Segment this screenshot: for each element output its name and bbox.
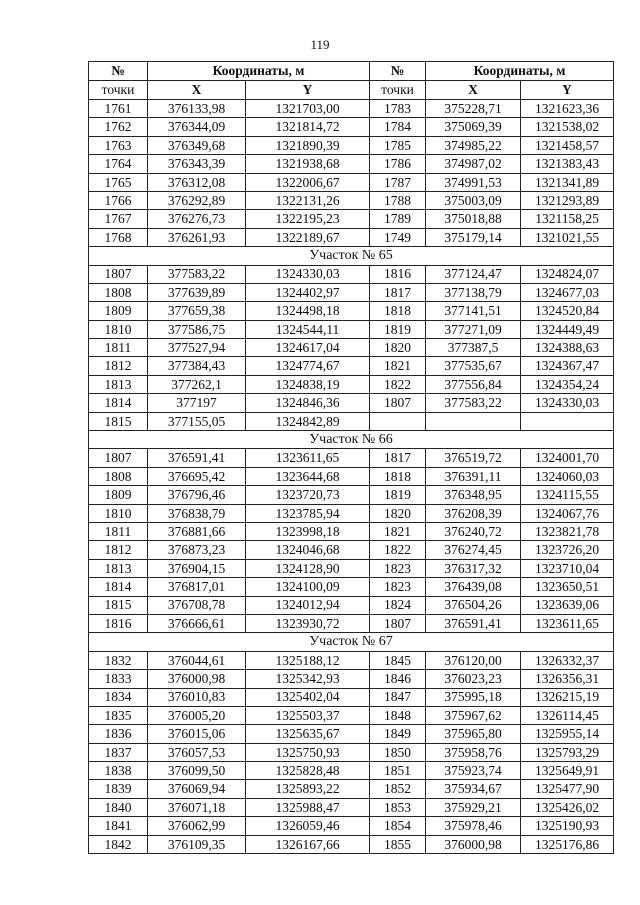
table-cell: 1763 bbox=[89, 136, 148, 154]
table-cell: 1761 bbox=[89, 100, 148, 118]
table-cell: 376591,41 bbox=[426, 614, 521, 632]
table-cell: 376708,78 bbox=[148, 596, 246, 614]
table-cell: 1841 bbox=[89, 817, 148, 835]
table-row bbox=[89, 706, 614, 724]
table-cell: 376261,93 bbox=[148, 228, 246, 246]
table-cell: 1325402,04 bbox=[246, 688, 370, 706]
table-cell: 1834 bbox=[89, 688, 148, 706]
table-cell: 376015,06 bbox=[148, 725, 246, 743]
table-cell: 1321383,43 bbox=[521, 155, 614, 173]
table-cell: 1324617,04 bbox=[246, 339, 370, 357]
table-cell: 1326059,46 bbox=[246, 817, 370, 835]
table-cell: 377262,1 bbox=[148, 375, 246, 393]
table-row bbox=[89, 449, 614, 467]
table-row bbox=[89, 100, 614, 118]
table-cell bbox=[426, 412, 521, 430]
table-cell: 1749 bbox=[370, 228, 426, 246]
section-header-row bbox=[89, 431, 614, 449]
table-cell: 376292,89 bbox=[148, 191, 246, 209]
table-cell: 377155,05 bbox=[148, 412, 246, 430]
table-cell: 1814 bbox=[89, 578, 148, 596]
table-cell: 1325190,93 bbox=[521, 817, 614, 835]
table-cell: 1325342,93 bbox=[246, 670, 370, 688]
table-row bbox=[89, 743, 614, 761]
table-cell: 375995,18 bbox=[426, 688, 521, 706]
table-cell: 374987,02 bbox=[426, 155, 521, 173]
table-cell: 1324128,90 bbox=[246, 559, 370, 577]
table-cell: 377583,22 bbox=[426, 394, 521, 412]
table-cell: 1768 bbox=[89, 228, 148, 246]
table-cell: 1324067,76 bbox=[521, 504, 614, 522]
table-cell: 1324498,18 bbox=[246, 302, 370, 320]
table-cell: 376071,18 bbox=[148, 798, 246, 816]
table-row bbox=[89, 265, 614, 283]
table-cell: 376817,01 bbox=[148, 578, 246, 596]
table-cell: 1326356,31 bbox=[521, 670, 614, 688]
table-row bbox=[89, 559, 614, 577]
table-cell: 1324388,63 bbox=[521, 339, 614, 357]
table-cell: 1321623,36 bbox=[521, 100, 614, 118]
table-cell: 376838,79 bbox=[148, 504, 246, 522]
table-cell: 377535,67 bbox=[426, 357, 521, 375]
table-cell: 1832 bbox=[89, 651, 148, 669]
table-body bbox=[89, 100, 614, 854]
table-row bbox=[89, 118, 614, 136]
table-cell: 377124,47 bbox=[426, 265, 521, 283]
table-cell: 376276,73 bbox=[148, 210, 246, 228]
table-cell: 1851 bbox=[370, 762, 426, 780]
table-row bbox=[89, 798, 614, 816]
table-cell: 375965,80 bbox=[426, 725, 521, 743]
table-cell: 1847 bbox=[370, 688, 426, 706]
table-cell: 375069,39 bbox=[426, 118, 521, 136]
table-cell: 1323611,65 bbox=[246, 449, 370, 467]
table-cell: 1820 bbox=[370, 504, 426, 522]
table-cell: 1819 bbox=[370, 486, 426, 504]
table-cell: 1326215,19 bbox=[521, 688, 614, 706]
table-cell: 1840 bbox=[89, 798, 148, 816]
table-cell: 376796,46 bbox=[148, 486, 246, 504]
table-cell: 375923,74 bbox=[426, 762, 521, 780]
table-cell: 1815 bbox=[89, 596, 148, 614]
table-cell: 1323720,73 bbox=[246, 486, 370, 504]
table-cell: 376349,68 bbox=[148, 136, 246, 154]
table-cell: 377639,89 bbox=[148, 283, 246, 301]
section-header-row bbox=[89, 633, 614, 651]
table-cell: 1808 bbox=[89, 283, 148, 301]
table-cell: 377586,75 bbox=[148, 320, 246, 338]
table-cell: 1323726,20 bbox=[521, 541, 614, 559]
table-cell: 1324677,03 bbox=[521, 283, 614, 301]
table-row bbox=[89, 670, 614, 688]
table-row bbox=[89, 155, 614, 173]
table-cell: 1764 bbox=[89, 155, 148, 173]
table-cell: 1837 bbox=[89, 743, 148, 761]
table-cell: 374991,53 bbox=[426, 173, 521, 191]
table-cell: 374985,22 bbox=[426, 136, 521, 154]
table-cell: 1321158,25 bbox=[521, 210, 614, 228]
table-cell: 1787 bbox=[370, 173, 426, 191]
table-cell: 1823 bbox=[370, 578, 426, 596]
table-cell: 1325750,93 bbox=[246, 743, 370, 761]
table-cell: 1854 bbox=[370, 817, 426, 835]
table-cell: 1811 bbox=[89, 339, 148, 357]
table-cell: 1767 bbox=[89, 210, 148, 228]
table-cell: 1326114,45 bbox=[521, 706, 614, 724]
table-cell: 376666,61 bbox=[148, 614, 246, 632]
table-cell: 1842 bbox=[89, 835, 148, 853]
table-cell: 376208,39 bbox=[426, 504, 521, 522]
table-cell: 376274,45 bbox=[426, 541, 521, 559]
section-title: Участок № 66 bbox=[89, 431, 614, 449]
table-cell: 1788 bbox=[370, 191, 426, 209]
table-cell: 1321293,89 bbox=[521, 191, 614, 209]
table-row bbox=[89, 596, 614, 614]
table-cell: 1323639,06 bbox=[521, 596, 614, 614]
header-x-left: X bbox=[148, 81, 246, 100]
table-cell: 376000,98 bbox=[426, 835, 521, 853]
header-point-number-right: № bbox=[370, 62, 426, 81]
table-cell: 1822 bbox=[370, 541, 426, 559]
table-cell: 377387,5 bbox=[426, 339, 521, 357]
table-cell: 377271,09 bbox=[426, 320, 521, 338]
table-row bbox=[89, 725, 614, 743]
table-cell: 1324544,11 bbox=[246, 320, 370, 338]
table-cell: 1323611,65 bbox=[521, 614, 614, 632]
header-point-number: № bbox=[89, 62, 148, 81]
header-y-left: Y bbox=[246, 81, 370, 100]
table-cell: 376057,53 bbox=[148, 743, 246, 761]
table-cell: 1850 bbox=[370, 743, 426, 761]
table-cell: 1325649,91 bbox=[521, 762, 614, 780]
table-cell: 1322189,67 bbox=[246, 228, 370, 246]
page-number: 119 bbox=[310, 37, 330, 52]
table-cell: 376391,11 bbox=[426, 467, 521, 485]
table-cell bbox=[521, 412, 614, 430]
table-cell: 1765 bbox=[89, 173, 148, 191]
table-cell: 1321938,68 bbox=[246, 155, 370, 173]
table-cell: 1812 bbox=[89, 357, 148, 375]
table-cell: 1784 bbox=[370, 118, 426, 136]
table-cell: 1836 bbox=[89, 725, 148, 743]
section-title: Участок № 67 bbox=[89, 633, 614, 651]
table-cell: 1823 bbox=[370, 559, 426, 577]
table-cell: 1835 bbox=[89, 706, 148, 724]
table-cell: 1808 bbox=[89, 467, 148, 485]
table-cell: 1821 bbox=[370, 522, 426, 540]
table-cell: 1321021,55 bbox=[521, 228, 614, 246]
table-cell: 377556,84 bbox=[426, 375, 521, 393]
table-cell: 375978,46 bbox=[426, 817, 521, 835]
table-cell: 375958,76 bbox=[426, 743, 521, 761]
table-row bbox=[89, 302, 614, 320]
table-cell: 1324012,94 bbox=[246, 596, 370, 614]
table-cell: 1324046,68 bbox=[246, 541, 370, 559]
table-cell: 376904,15 bbox=[148, 559, 246, 577]
table-cell: 1818 bbox=[370, 467, 426, 485]
table-cell: 1324824,07 bbox=[521, 265, 614, 283]
table-cell: 375003,09 bbox=[426, 191, 521, 209]
table-cell: 1323930,72 bbox=[246, 614, 370, 632]
table-cell: 1852 bbox=[370, 780, 426, 798]
table-cell: 1324060,03 bbox=[521, 467, 614, 485]
table-cell: 1819 bbox=[370, 320, 426, 338]
table-cell: 376695,42 bbox=[148, 467, 246, 485]
table-cell: 1839 bbox=[89, 780, 148, 798]
table-row bbox=[89, 504, 614, 522]
table-cell: 376023,23 bbox=[426, 670, 521, 688]
table-cell: 376317,32 bbox=[426, 559, 521, 577]
table-cell: 1817 bbox=[370, 449, 426, 467]
table-cell: 1853 bbox=[370, 798, 426, 816]
header-point-label-right: точки bbox=[370, 81, 426, 100]
table-cell: 1820 bbox=[370, 339, 426, 357]
table-cell: 1324354,24 bbox=[521, 375, 614, 393]
table-cell: 1848 bbox=[370, 706, 426, 724]
table-cell: 376062,99 bbox=[148, 817, 246, 835]
table-row bbox=[89, 339, 614, 357]
table-row bbox=[89, 394, 614, 412]
table-cell: 376504,26 bbox=[426, 596, 521, 614]
table-cell: 376519,72 bbox=[426, 449, 521, 467]
table-cell: 376439,08 bbox=[426, 578, 521, 596]
table-cell: 1807 bbox=[89, 265, 148, 283]
table-cell: 1325477,90 bbox=[521, 780, 614, 798]
table-cell: 1324330,03 bbox=[246, 265, 370, 283]
table-cell: 1325503,37 bbox=[246, 706, 370, 724]
table-cell: 1816 bbox=[370, 265, 426, 283]
table-row bbox=[89, 283, 614, 301]
table-cell: 376099,50 bbox=[148, 762, 246, 780]
table-row bbox=[89, 173, 614, 191]
table-cell: 1326167,66 bbox=[246, 835, 370, 853]
table-cell: 1766 bbox=[89, 191, 148, 209]
table-cell: 1322131,26 bbox=[246, 191, 370, 209]
table-cell: 1838 bbox=[89, 762, 148, 780]
table-cell: 1811 bbox=[89, 522, 148, 540]
table-cell: 376344,09 bbox=[148, 118, 246, 136]
table-cell: 1324402,97 bbox=[246, 283, 370, 301]
table-cell: 1810 bbox=[89, 320, 148, 338]
table-row bbox=[89, 688, 614, 706]
table-cell: 1323785,94 bbox=[246, 504, 370, 522]
table-cell: 1814 bbox=[89, 394, 148, 412]
section-header-row bbox=[89, 247, 614, 265]
table-row bbox=[89, 541, 614, 559]
table-cell: 1321814,72 bbox=[246, 118, 370, 136]
table-cell: 1807 bbox=[370, 614, 426, 632]
table-cell: 1325176,86 bbox=[521, 835, 614, 853]
table-cell: 376109,35 bbox=[148, 835, 246, 853]
table-cell: 1846 bbox=[370, 670, 426, 688]
table-cell: 377138,79 bbox=[426, 283, 521, 301]
table-cell: 377384,43 bbox=[148, 357, 246, 375]
table-row bbox=[89, 136, 614, 154]
header-y-right: Y bbox=[521, 81, 614, 100]
table-cell: 377659,38 bbox=[148, 302, 246, 320]
table-cell: 376873,23 bbox=[148, 541, 246, 559]
table-cell: 1321890,39 bbox=[246, 136, 370, 154]
table-cell: 375018,88 bbox=[426, 210, 521, 228]
table-row bbox=[89, 320, 614, 338]
table-cell: 1849 bbox=[370, 725, 426, 743]
coordinates-table bbox=[88, 61, 614, 854]
table-cell: 1325955,14 bbox=[521, 725, 614, 743]
table-cell: 1833 bbox=[89, 670, 148, 688]
table-cell: 1821 bbox=[370, 357, 426, 375]
table-cell: 1812 bbox=[89, 541, 148, 559]
table-row bbox=[89, 210, 614, 228]
header-coordinates-left: Координаты, м bbox=[148, 62, 370, 81]
table-cell: 1324838,19 bbox=[246, 375, 370, 393]
table-cell: 1323710,04 bbox=[521, 559, 614, 577]
table-row bbox=[89, 522, 614, 540]
table-row bbox=[89, 614, 614, 632]
header-x-right: X bbox=[426, 81, 521, 100]
table-row bbox=[89, 486, 614, 504]
table-cell: 1816 bbox=[89, 614, 148, 632]
table-cell: 1813 bbox=[89, 375, 148, 393]
table-cell: 1323821,78 bbox=[521, 522, 614, 540]
table-cell: 1325635,67 bbox=[246, 725, 370, 743]
table-cell: 1324774,67 bbox=[246, 357, 370, 375]
table-cell: 376069,94 bbox=[148, 780, 246, 798]
table-cell: 377141,51 bbox=[426, 302, 521, 320]
table-cell: 1809 bbox=[89, 486, 148, 504]
table-cell: 1807 bbox=[89, 449, 148, 467]
table-cell: 376005,20 bbox=[148, 706, 246, 724]
table-cell: 1818 bbox=[370, 302, 426, 320]
table-row bbox=[89, 375, 614, 393]
table-cell: 1815 bbox=[89, 412, 148, 430]
table-cell: 1324842,89 bbox=[246, 412, 370, 430]
table-cell: 1809 bbox=[89, 302, 148, 320]
table-cell: 377197 bbox=[148, 394, 246, 412]
table-cell: 1326332,37 bbox=[521, 651, 614, 669]
table-row bbox=[89, 228, 614, 246]
table-cell bbox=[370, 412, 426, 430]
table-cell: 1325988,47 bbox=[246, 798, 370, 816]
table-cell: 1822 bbox=[370, 375, 426, 393]
table-row bbox=[89, 467, 614, 485]
table-row bbox=[89, 835, 614, 853]
table-cell: 1325828,48 bbox=[246, 762, 370, 780]
table-cell: 1817 bbox=[370, 283, 426, 301]
table-cell: 1325426,02 bbox=[521, 798, 614, 816]
table-cell: 1824 bbox=[370, 596, 426, 614]
table-cell: 375179,14 bbox=[426, 228, 521, 246]
table-cell: 376312,08 bbox=[148, 173, 246, 191]
table-cell: 376348,95 bbox=[426, 486, 521, 504]
table-cell: 1321538,02 bbox=[521, 118, 614, 136]
table-cell: 1324001,70 bbox=[521, 449, 614, 467]
table-cell: 375228,71 bbox=[426, 100, 521, 118]
table-cell: 376343,39 bbox=[148, 155, 246, 173]
section-title: Участок № 65 bbox=[89, 247, 614, 265]
table-cell: 1322195,23 bbox=[246, 210, 370, 228]
table-cell: 1855 bbox=[370, 835, 426, 853]
table-cell: 375967,62 bbox=[426, 706, 521, 724]
table-row bbox=[89, 357, 614, 375]
table-cell: 1321341,89 bbox=[521, 173, 614, 191]
table-cell: 1323644,68 bbox=[246, 467, 370, 485]
table-cell: 376010,83 bbox=[148, 688, 246, 706]
table-cell: 377527,94 bbox=[148, 339, 246, 357]
table-cell: 1807 bbox=[370, 394, 426, 412]
table-row bbox=[89, 578, 614, 596]
table-cell: 1845 bbox=[370, 651, 426, 669]
table-cell: 376240,72 bbox=[426, 522, 521, 540]
table-cell: 1324449,49 bbox=[521, 320, 614, 338]
table-cell: 1324100,09 bbox=[246, 578, 370, 596]
table-row bbox=[89, 817, 614, 835]
table-cell: 375934,67 bbox=[426, 780, 521, 798]
table-row bbox=[89, 780, 614, 798]
table-row bbox=[89, 191, 614, 209]
table-cell: 376000,98 bbox=[148, 670, 246, 688]
table-cell: 1322006,67 bbox=[246, 173, 370, 191]
table-cell: 1762 bbox=[89, 118, 148, 136]
table-cell: 1813 bbox=[89, 559, 148, 577]
table-cell: 1789 bbox=[370, 210, 426, 228]
table-cell: 1321458,57 bbox=[521, 136, 614, 154]
table-cell: 1325188,12 bbox=[246, 651, 370, 669]
header-coordinates-right: Координаты, м bbox=[426, 62, 614, 81]
table-cell: 1324846,36 bbox=[246, 394, 370, 412]
table-cell: 376120,00 bbox=[426, 651, 521, 669]
table-cell: 1785 bbox=[370, 136, 426, 154]
table-cell: 1321703,00 bbox=[246, 100, 370, 118]
header-point-label: точки bbox=[89, 81, 148, 100]
table-cell: 1325793,29 bbox=[521, 743, 614, 761]
table-cell: 1324520,84 bbox=[521, 302, 614, 320]
table-cell: 377583,22 bbox=[148, 265, 246, 283]
table-row bbox=[89, 412, 614, 430]
table-cell: 1325893,22 bbox=[246, 780, 370, 798]
table-cell: 376591,41 bbox=[148, 449, 246, 467]
table-cell: 1810 bbox=[89, 504, 148, 522]
table-cell: 1783 bbox=[370, 100, 426, 118]
table-cell: 375929,21 bbox=[426, 798, 521, 816]
table-cell: 376044,61 bbox=[148, 651, 246, 669]
table-cell: 376881,66 bbox=[148, 522, 246, 540]
table-cell: 1323650,51 bbox=[521, 578, 614, 596]
table-cell: 1786 bbox=[370, 155, 426, 173]
table-row bbox=[89, 762, 614, 780]
table-cell: 1324330,03 bbox=[521, 394, 614, 412]
table-cell: 1324115,55 bbox=[521, 486, 614, 504]
table-cell: 1324367,47 bbox=[521, 357, 614, 375]
table-cell: 1323998,18 bbox=[246, 522, 370, 540]
table-row bbox=[89, 651, 614, 669]
table-cell: 376133,98 bbox=[148, 100, 246, 118]
